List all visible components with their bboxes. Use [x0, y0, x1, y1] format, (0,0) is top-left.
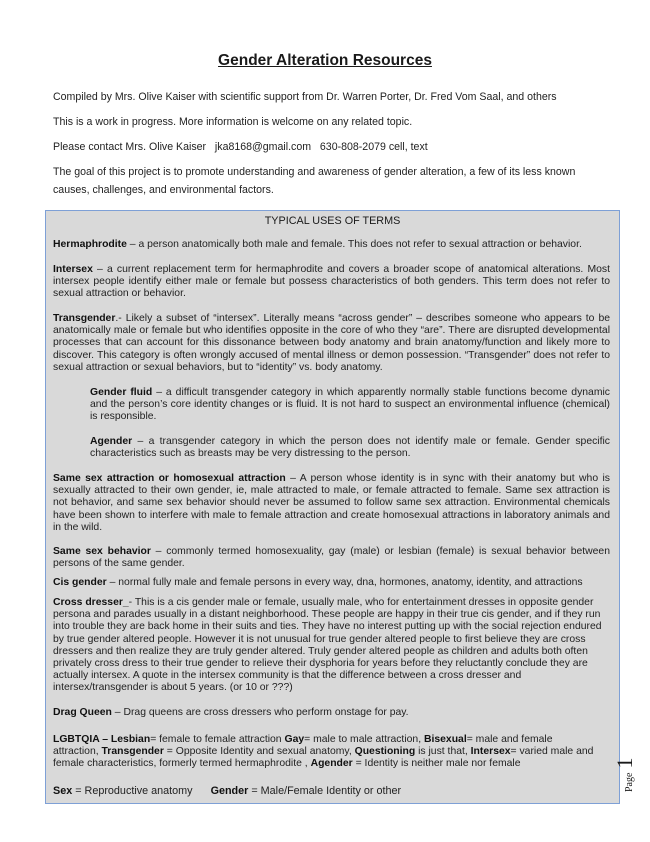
definition: = Identity is neither male nor female — [352, 758, 521, 770]
definition: = male to male attraction, — [304, 734, 424, 745]
term: LGBTQIA – Lesbian — [53, 734, 151, 745]
term-same-sex-behavior — [53, 546, 610, 570]
page-word: Page — [624, 772, 635, 792]
term: Hermaphrodite — [53, 239, 127, 250]
definition: – a transgender category in which the person does not identify male or female. Gender specific characteristics such as breasts may be very distressing to the person. — [90, 436, 610, 460]
terms-heading: TYPICAL USES OF TERMS — [264, 215, 401, 227]
term-intersex — [53, 264, 610, 301]
term-hermaphrodite — [53, 239, 610, 251]
definition: = Opposite Identity and sexual anatomy, — [163, 746, 355, 758]
definition: – a person anatomically both male and female. This does not refer to sexual attraction or behavior. — [126, 239, 582, 250]
term-cross-dresser — [53, 597, 605, 695]
term: Intersex — [470, 746, 511, 758]
term: Cis gender — [53, 577, 107, 588]
definition: - This is a cis gender male or female, usually male, who for entertainment dresses in opposite gender persona and parades usually in a distant neighborhood. These people are happy in their true cis gender, and if they run into trouble they are back home in their suits and ties. They have no interest putting up with the social rejection endured by true gender altered people. However it is not unusual for true gender altered people to first believe they are cross dressers and then realize they are truly gender altered. Truly gender altered people as children and adults both often privately cross dress to their true gender to relieve their dysphoria for years before they reluctantly conclude they are actually intersex. A quote in the intersex community is that the difference between a cross dresser and intersex/transgender is about 5 years. (or 10 or ???) — [53, 597, 602, 694]
term: Questioning — [354, 746, 416, 758]
term: Intersex — [53, 264, 93, 275]
term: Gay — [284, 734, 305, 745]
definition: – a current replacement term for hermaphrodite and covers a broader scope of anatomical alterations. Most intersex people identify either male or female but possess characteristics of both genders. This term does not refer to sexual attraction or behavior. — [53, 264, 610, 300]
definition: – normal fully male and female persons in every way, dna, hormones, anatomy, identity, and attractions — [106, 577, 583, 588]
page-number-value: 1 — [612, 757, 637, 769]
term-gender-fluid — [90, 387, 610, 424]
document-title: Gender Alteration Resources — [218, 52, 432, 69]
term: Gender fluid — [90, 387, 153, 398]
term: Gender — [210, 785, 249, 797]
definition: – a difficult transgender category in which apparently normally stable functions become dynamic and the person’s core identity changes or is fluid. It is not hard to suspect an environmental influence (chemical) is responsible. — [90, 387, 610, 423]
definition: – Drag queens are cross dressers who perform onstage for pay. — [111, 707, 409, 718]
definition: = male and female attraction, — [53, 734, 553, 758]
term: Cross dresser_ — [53, 597, 129, 608]
contact-line — [53, 138, 593, 156]
contact-email[interactable]: jka8168@gmail.com — [214, 141, 312, 153]
term: Transgender — [53, 313, 116, 324]
contact-phone: 630-808-2079 cell, text — [319, 141, 428, 153]
term-same-sex-attraction — [53, 473, 610, 534]
compiled-by: Compiled by Mrs. Olive Kaiser with scientific support from Dr. Warren Porter, Dr. Fred Vom Saal, and others — [53, 91, 557, 103]
project-goal: The goal of this project is to promote understanding and awareness of gender alteration, a few of its less known causes, challenges, and environmental factors. — [53, 166, 576, 196]
definition: = varied male and female characteristics, formerly termed hermaphrodite , — [53, 746, 594, 770]
term-drag-queen — [53, 707, 610, 719]
term: Transgender — [101, 746, 164, 758]
definition: = female to female attraction — [150, 734, 285, 745]
term: Agender — [310, 758, 353, 770]
definition: – A person whose identity is in sync with their anatomy but who is sexually attracted to their own gender, ie, male attracted to male, or female attracted to female. Same sex attraction is not behavior, and same sex behavior should never be assumed to follow same sex attraction. Environmental chemicals have been shown to interfere with male to female attraction and create homosexual attractions in laboratory animals and in the wild. — [53, 473, 611, 533]
work-in-progress: This is a work in progress. More information is welcome on any related topic. — [53, 116, 413, 128]
term-transgender — [53, 313, 610, 374]
term: Drag Queen — [53, 707, 112, 718]
page-number — [612, 752, 650, 792]
term-cis-gender — [53, 577, 610, 589]
definition: = Reproductive anatomy — [72, 785, 193, 797]
term: Same sex attraction or homosexual attraction — [53, 473, 286, 484]
definition: is just that, — [415, 746, 471, 758]
definition: = Male/Female Identity or other — [248, 785, 402, 797]
definition: .- Likely a subset of “intersex”. Literally means “across gender” – describes someone who appears to be anatomically male or female but who identifies opposite in the core of who they “are”. There are disrupted developmental processes that can account for this dissonance between body anatomy and brain anatomy/function and likely more to discover. This category is often wrongly accused of mental illness or demon possession. “Transgender” does not refer to sexual attraction or sexual behaviors, but to “identity” vs. body anatomy. — [53, 313, 610, 373]
definition: – commonly termed homosexuality, gay (male) or lesbian (female) is sexual behavior between persons of the same gender. — [53, 546, 610, 570]
term: Bisexual — [423, 734, 467, 745]
term: Agender — [90, 436, 133, 447]
sex-gender-line — [53, 785, 610, 797]
contact-label: Please contact Mrs. Olive Kaiser — [53, 141, 207, 153]
term: Same sex behavior — [53, 546, 151, 557]
lgbtqia-definitions — [53, 734, 598, 771]
term: Sex — [53, 785, 73, 797]
term-agender — [90, 436, 610, 460]
